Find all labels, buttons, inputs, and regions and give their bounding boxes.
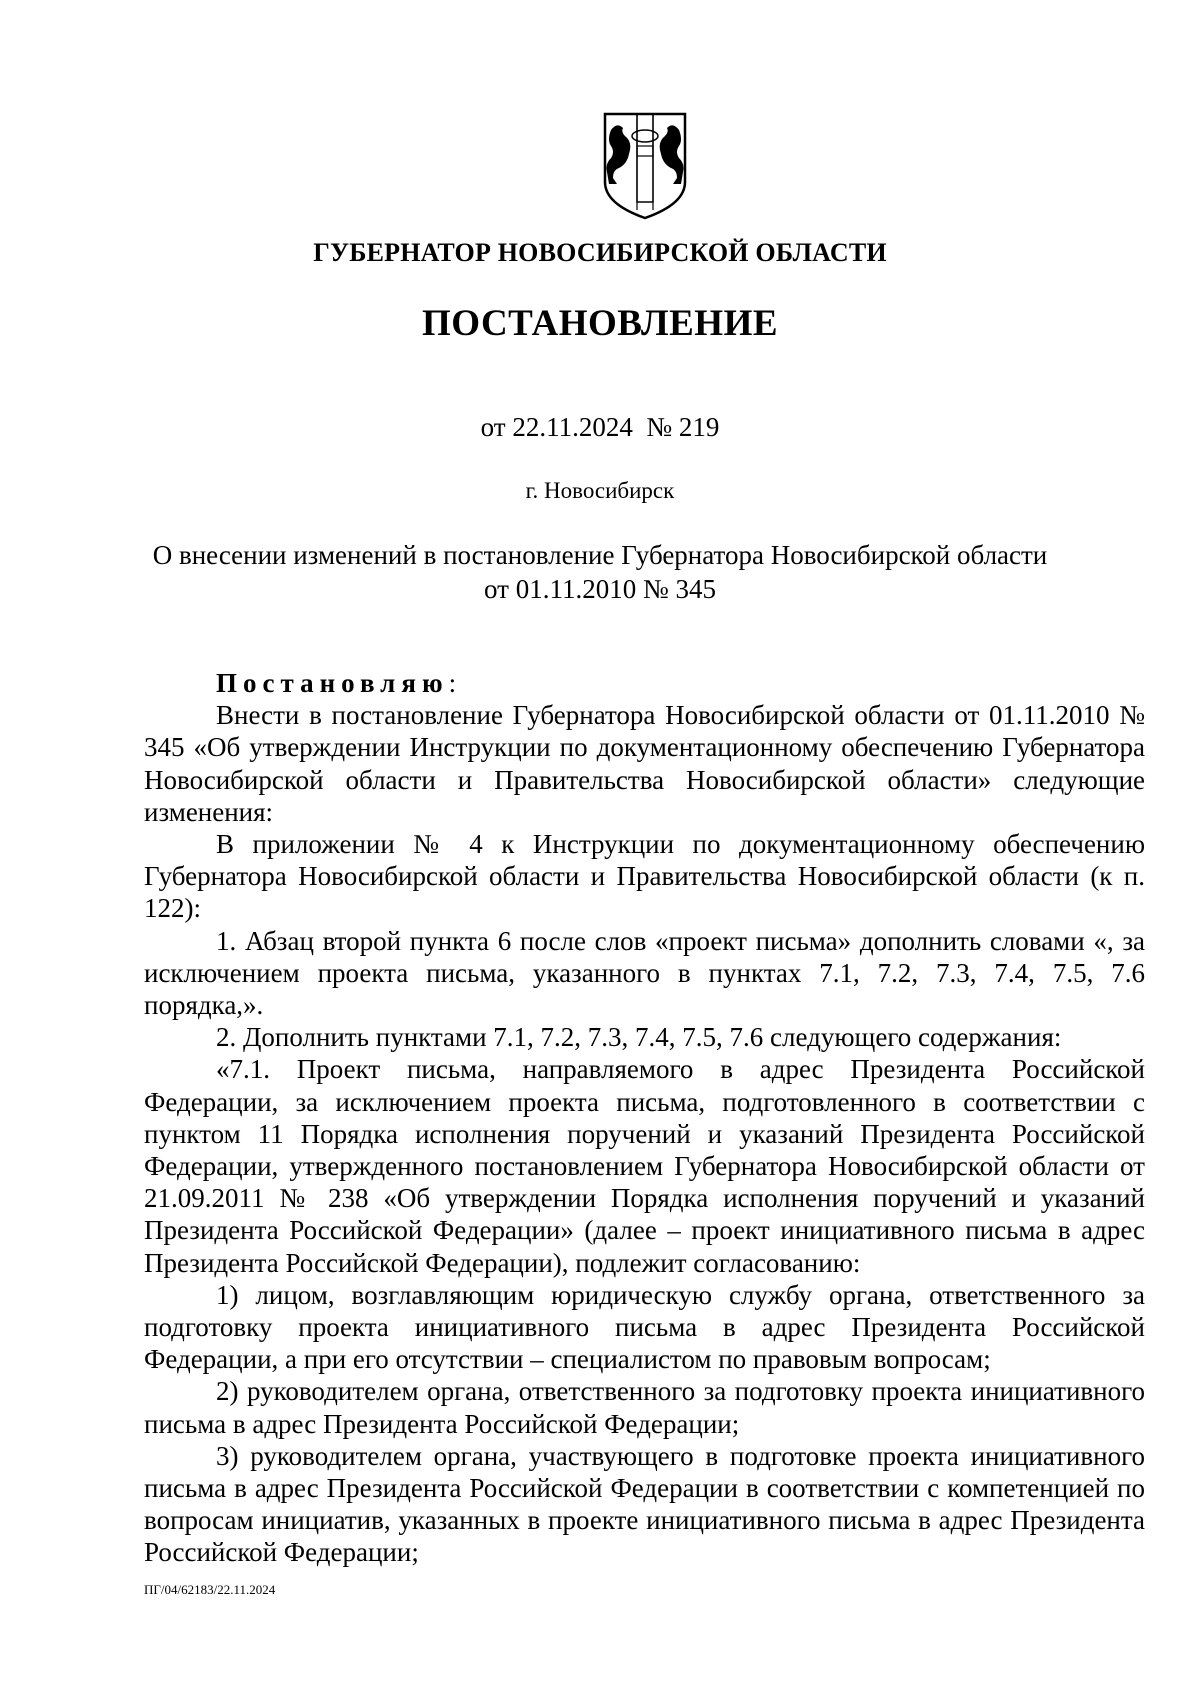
coat-of-arms-icon [601, 112, 689, 220]
body-paragraph: 2. Дополнить пунктами 7.1, 7.2, 7.3, 7.4, 7.5, 7.6 следующего содержания: [216, 1022, 1062, 1053]
document-subject [0, 538, 1200, 606]
date-and-number: от 22.11.2024 № 219 [480, 412, 720, 442]
body-paragraph: 2) руководителем органа, ответственного за подготовку проекта инициативного письма в адрес Президента Российской Федерации; [144, 1376, 1145, 1439]
decree-word: Постановляю [216, 668, 449, 698]
body-paragraph: «7.1. Проект письма, направляемого в адрес Президента Российской Федерации, за исключением проекта письма, подготовленного в соответствии с пунктом 11 Порядка исполнения поручений и указаний Президента Российской Федерации, утвержденного постановлением Губернатора Новосибирской области от 21.09.2011 № 238 «Об утверждении Порядка исполнения поручений и указаний Президента Российской Федерации» (далее – проект инициативного письма в адрес Президента Российской Федерации), подлежит согласованию: [144, 1054, 1145, 1278]
body-paragraph: 1) лицом, возглавляющим юридическую службу органа, ответственного за подготовку проекта инициативного письма в адрес Президента Российской Федерации, а при его отсутствии – специалистом по правовым вопросам; [144, 1279, 1145, 1375]
issuing-authority: ГУБЕРНАТОР НОВОСИБИРСКОЙ ОБЛАСТИ [313, 238, 887, 267]
body-paragraph: В приложении № 4 к Инструкции по документационному обеспечению Губернатора Новосибирской области и Правительства Новосибирской области (к п. 122): [144, 829, 1145, 924]
decree-colon: : [448, 668, 457, 698]
body-paragraph: 3) руководителем органа, участвующего в подготовке проекта инициативного письма в адрес Президента Российской Федерации в соответствии с компетенцией по вопросам инициатив, указанных в проекте инициативного письма в адрес Президента Российской Федерации; [144, 1440, 1145, 1568]
body-paragraph: 1. Абзац второй пункта 6 после слов «проект письма» дополнить словами «, за исключением проекта письма, указанного в пунктах 7.1, 7.2, 7.3, 7.4, 7.5, 7.6 порядка,». [144, 925, 1145, 1021]
document-type-title: ПОСТАНОВЛЕНИЕ [421, 303, 779, 344]
body-paragraph: Внести в постановление Губернатора Новосибирской области от 01.11.2010 № 345 «Об утверждении Инструкции по документационному обеспечению Губернатора Новосибирской области и Правительства Новосибирской области» следующие изменения: [144, 700, 1145, 827]
document-code: ПГ/04/62183/22.11.2024 [144, 1582, 276, 1597]
subject-line-1: О внесении изменений в постановление Губернатора Новосибирской области [152, 540, 1048, 570]
city: г. Новосибирск [525, 478, 675, 503]
subject-line-2: от 01.11.2010 № 345 [484, 574, 716, 604]
decree-heading [144, 667, 1145, 699]
document-body [144, 667, 1145, 1569]
